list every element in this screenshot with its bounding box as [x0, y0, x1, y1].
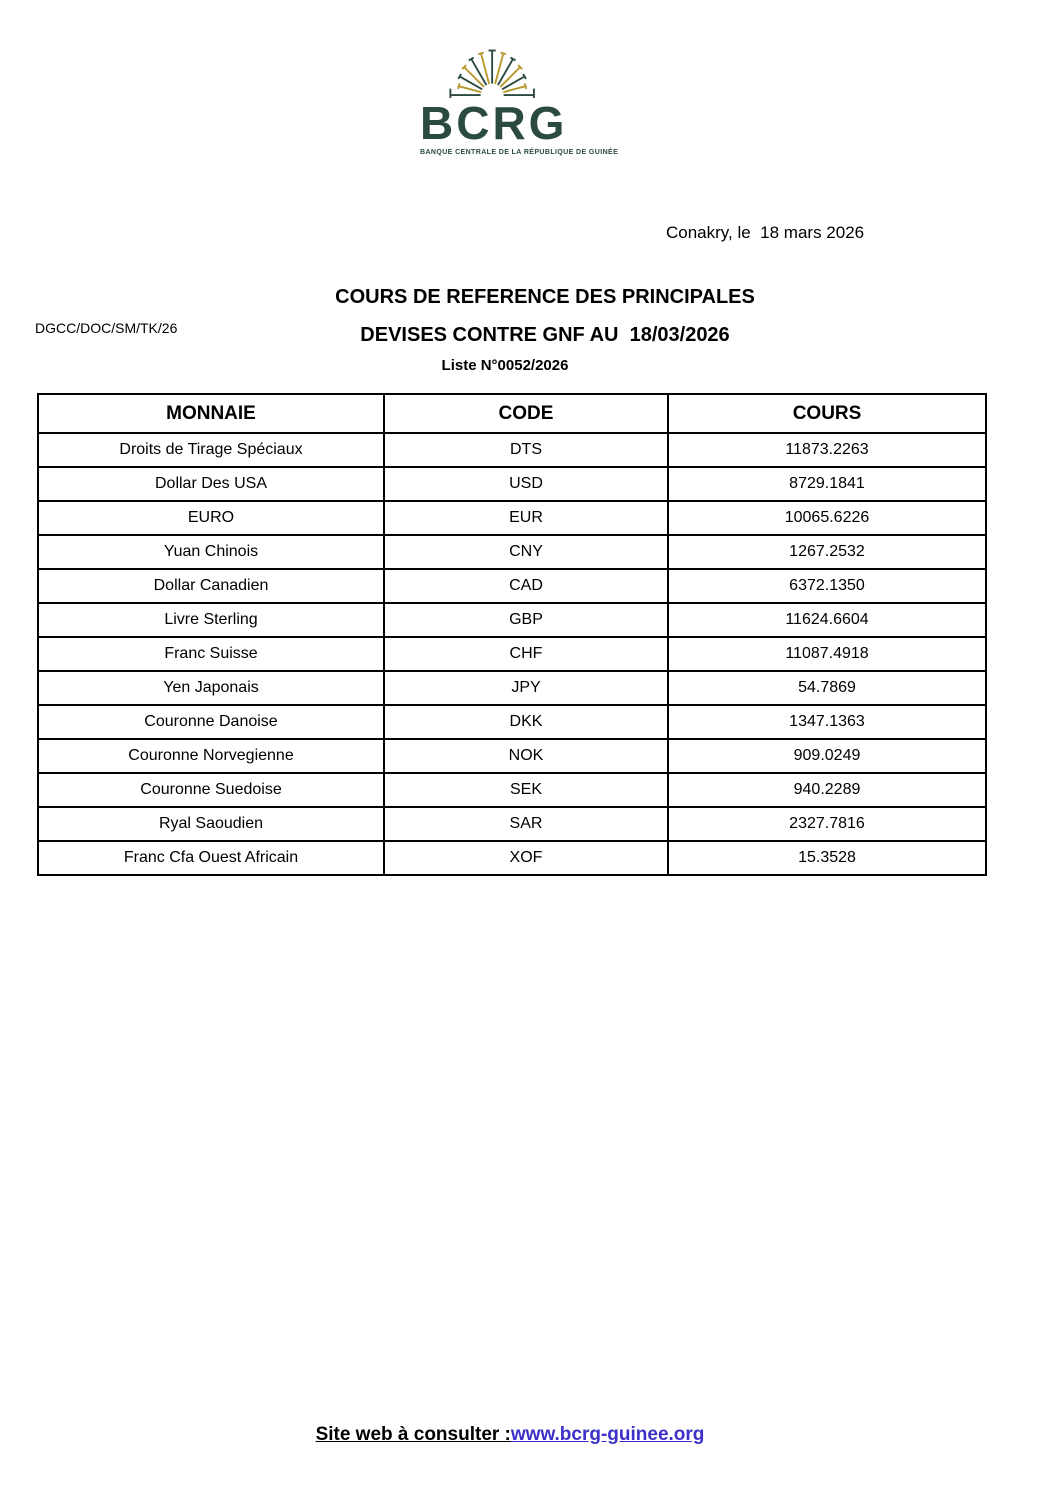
cell-code: CHF	[384, 637, 668, 671]
cell-monnaie: Franc Suisse	[38, 637, 384, 671]
table-row	[38, 637, 986, 671]
table-row	[38, 569, 986, 603]
column-header-monnaie: MONNAIE	[38, 394, 384, 433]
sunburst-trumpets-icon	[420, 26, 565, 98]
cell-cours: 6372.1350	[668, 569, 986, 603]
cell-code: USD	[384, 467, 668, 501]
table-row	[38, 841, 986, 875]
cell-code: CAD	[384, 569, 668, 603]
cell-code: DTS	[384, 433, 668, 467]
table-row	[38, 807, 986, 841]
cell-monnaie: Couronne Danoise	[38, 705, 384, 739]
cell-code: NOK	[384, 739, 668, 773]
cell-cours: 909.0249	[668, 739, 986, 773]
column-header-cours: COURS	[668, 394, 986, 433]
table-row	[38, 739, 986, 773]
document-title-line2: DEVISES CONTRE GNF AU 18/03/2026	[360, 324, 730, 346]
cell-monnaie: Ryal Saoudien	[38, 807, 384, 841]
cell-monnaie: Dollar Canadien	[38, 569, 384, 603]
cell-code: EUR	[384, 501, 668, 535]
bcrg-logo	[420, 26, 619, 156]
table-row	[38, 467, 986, 501]
table-body	[38, 433, 986, 875]
cell-cours: 11873.2263	[668, 433, 986, 467]
table-row	[38, 433, 986, 467]
cell-cours: 11624.6604	[668, 603, 986, 637]
cell-code: SEK	[384, 773, 668, 807]
cell-monnaie: Dollar Des USA	[38, 467, 384, 501]
reference-code: DGCC/DOC/SM/TK/26	[35, 320, 178, 336]
cell-monnaie: Livre Sterling	[38, 603, 384, 637]
document-title-line1: COURS DE REFERENCE DES PRINCIPALES	[335, 286, 755, 308]
website-link[interactable]: www.bcrg-guinee.org	[510, 1424, 705, 1445]
cell-monnaie: Yuan Chinois	[38, 535, 384, 569]
column-header-code: CODE	[384, 394, 668, 433]
cell-monnaie: Couronne Suedoise	[38, 773, 384, 807]
cell-code: JPY	[384, 671, 668, 705]
cell-cours: 15.3528	[668, 841, 986, 875]
footer	[0, 1424, 1020, 1446]
place-date: Conakry, le 18 mars 2026	[666, 223, 865, 242]
cell-cours: 940.2289	[668, 773, 986, 807]
cell-cours: 2327.7816	[668, 807, 986, 841]
cell-cours: 54.7869	[668, 671, 986, 705]
rates-table	[37, 393, 987, 876]
list-number: Liste N°0052/2026	[441, 357, 569, 374]
cell-monnaie: Yen Japonais	[38, 671, 384, 705]
table-row	[38, 603, 986, 637]
table-row	[38, 705, 986, 739]
cell-code: DKK	[384, 705, 668, 739]
cell-cours: 1267.2532	[668, 535, 986, 569]
cell-monnaie: Droits de Tirage Spéciaux	[38, 433, 384, 467]
cell-cours: 10065.6226	[668, 501, 986, 535]
table-row	[38, 535, 986, 569]
table-row	[38, 501, 986, 535]
cell-code: CNY	[384, 535, 668, 569]
table-row	[38, 671, 986, 705]
cell-monnaie: Couronne Norvegienne	[38, 739, 384, 773]
table-row	[38, 773, 986, 807]
cell-cours: 11087.4918	[668, 637, 986, 671]
cell-code: XOF	[384, 841, 668, 875]
footer-label: Site web à consulter :	[315, 1424, 511, 1445]
table-header-row	[38, 394, 986, 433]
cell-monnaie: EURO	[38, 501, 384, 535]
cell-cours: 8729.1841	[668, 467, 986, 501]
cell-code: SAR	[384, 807, 668, 841]
cell-cours: 1347.1363	[668, 705, 986, 739]
logo-tagline: BANQUE CENTRALE DE LA RÉPUBLIQUE DE GUINÉE	[420, 149, 619, 156]
cell-monnaie: Franc Cfa Ouest Africain	[38, 841, 384, 875]
cell-code: GBP	[384, 603, 668, 637]
bcrg-acronym: BCRG	[420, 97, 568, 149]
